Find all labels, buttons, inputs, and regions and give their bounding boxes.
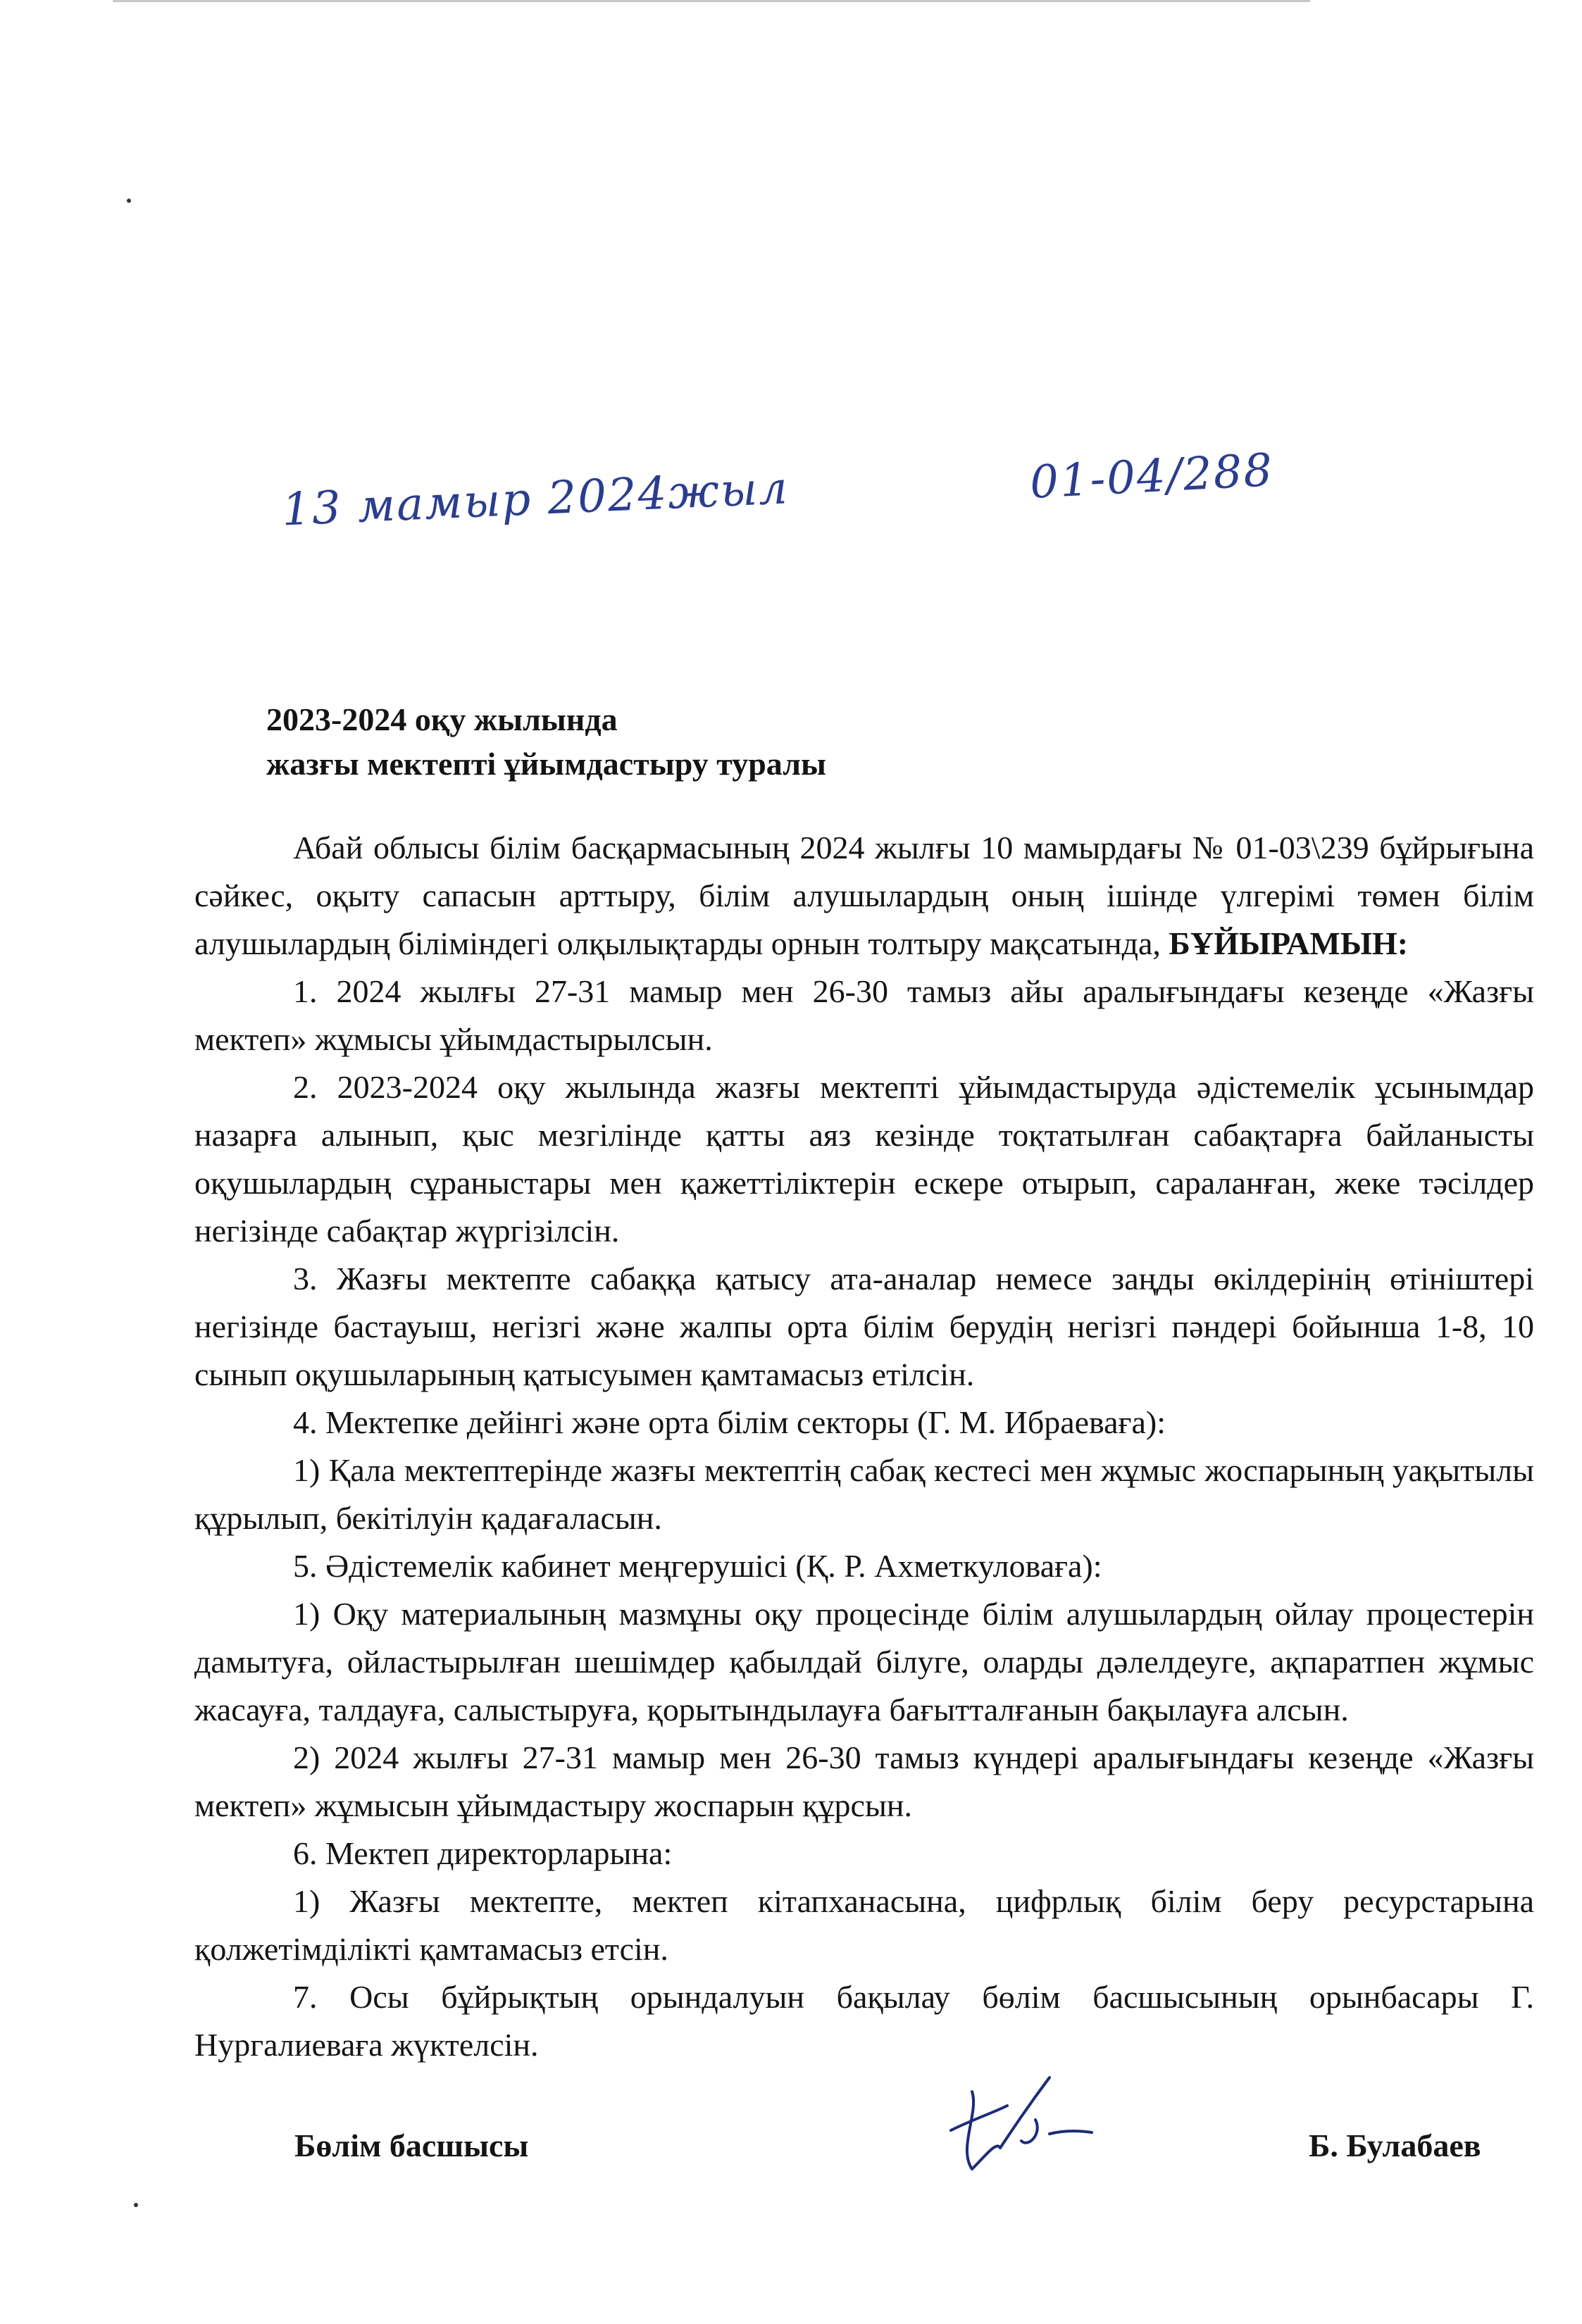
handwritten-date: 13 мамыр 2024жыл [280, 462, 790, 537]
intro-paragraph [194, 824, 1534, 968]
paragraph-item-6-1: 1) Жазғы мектепте, мектеп кітапханасына, цифрлық білім беру ресурстарына қолжетімділікті қамтамасыз етсін. [194, 1883, 1534, 1967]
signer-name: Б. Булабаев [1309, 2128, 1481, 2163]
document-title [266, 697, 826, 786]
paragraph-item-4: 4. Мектепке дейінгі және орта білім секторы (Г. М. Ибраеваға): [293, 1404, 1166, 1440]
paragraph-item-7: 7. Осы бұйрықтың орындалуын бақылау бөлім басшысының орынбасары Г. Нургалиеваға жүктелсін. [194, 1979, 1534, 2063]
paragraph-item-5-1: 1) Оқу материалының мазмұны оқу процесінде білім алушылардың ойлау процестерін дамытуға, ойластырылған шешімдер қабылдай білуге, оларды дәлелдеуге, ақпаратпен жұмыс жасауға, талдауға, салыстыруға, қорытындылауға бағытталғанын бақылауға алсын. [194, 1596, 1534, 1728]
paragraph-item-2: 2. 2023-2024 оқу жылында жазғы мектепті ұйымдастыруда әдістемелік ұсынымдар назарға алынып, қыс мезгілінде қатты аяз кезінде тоқтатылған сабақтарға байланысты оқушылардың сұраныстары мен қажеттіліктерін ескере отырып, сараланған, жеке тәсілдер негізінде сабақтар жүргізілсін. [194, 1069, 1534, 1249]
handwritten-order-number: 01-04/288 [1028, 444, 1275, 510]
paragraph-item-6: 6. Мектеп директорларына: [293, 1835, 673, 1871]
order-word: БҰЙЫРАМЫН: [1169, 925, 1409, 961]
scan-speck [134, 2203, 138, 2207]
title-line-1: 2023-2024 оқу жылында [266, 701, 618, 737]
scan-speck [127, 199, 131, 203]
paragraph-item-5: 5. Әдістемелік кабинет меңгерушісі (Қ. Р. Ахметкуловаға): [293, 1548, 1102, 1584]
intro-text: Абай облысы білім басқармасының 2024 жылғы 10 мамырдағы № 01-03\239 бұйрығына сәйкес, оқыту сапасын арттыру, білім алушылардың оның ішінде үлгерімі төмен білім алушылардың біліміндегі олқылықтарды орнын толтыру мақсатында, [194, 830, 1534, 961]
paragraph-item-4-1: 1) Қала мектептерінде жазғы мектептің сабақ кестесі мен жұмыс жоспарының уақытылы құрылып, бекітілуін қадағаласын. [194, 1452, 1534, 1536]
scan-edge-line [113, 0, 1310, 2]
document-body [194, 824, 1534, 2069]
signature-mark [930, 2063, 1113, 2176]
paragraph-item-5-2: 2) 2024 жылғы 27-31 мамыр мен 26-30 тамыз күндері аралығындағы кезеңде «Жазғы мектеп» жұмысын ұйымдастыру жоспарын құрсын. [194, 1739, 1534, 1823]
signer-position: Бөлім басшысы [294, 2128, 529, 2163]
title-line-2: жазғы мектепті ұйымдастыру туралы [266, 746, 826, 782]
paragraph-item-1: 1. 2024 жылғы 27-31 мамыр мен 26-30 тамыз айы аралығындағы кезеңде «Жазғы мектеп» жұмысы ұйымдастырылсын. [194, 973, 1534, 1057]
paragraph-item-3: 3. Жазғы мектепте сабаққа қатысу ата-аналар немесе заңды өкілдерінің өтініштері негізінде бастауыш, негізгі және жалпы орта білім берудің негізгі пәндері бойынша 1-8, 10 сынып оқушыларының қатысуымен қамтамасыз етілсін. [194, 1261, 1534, 1392]
